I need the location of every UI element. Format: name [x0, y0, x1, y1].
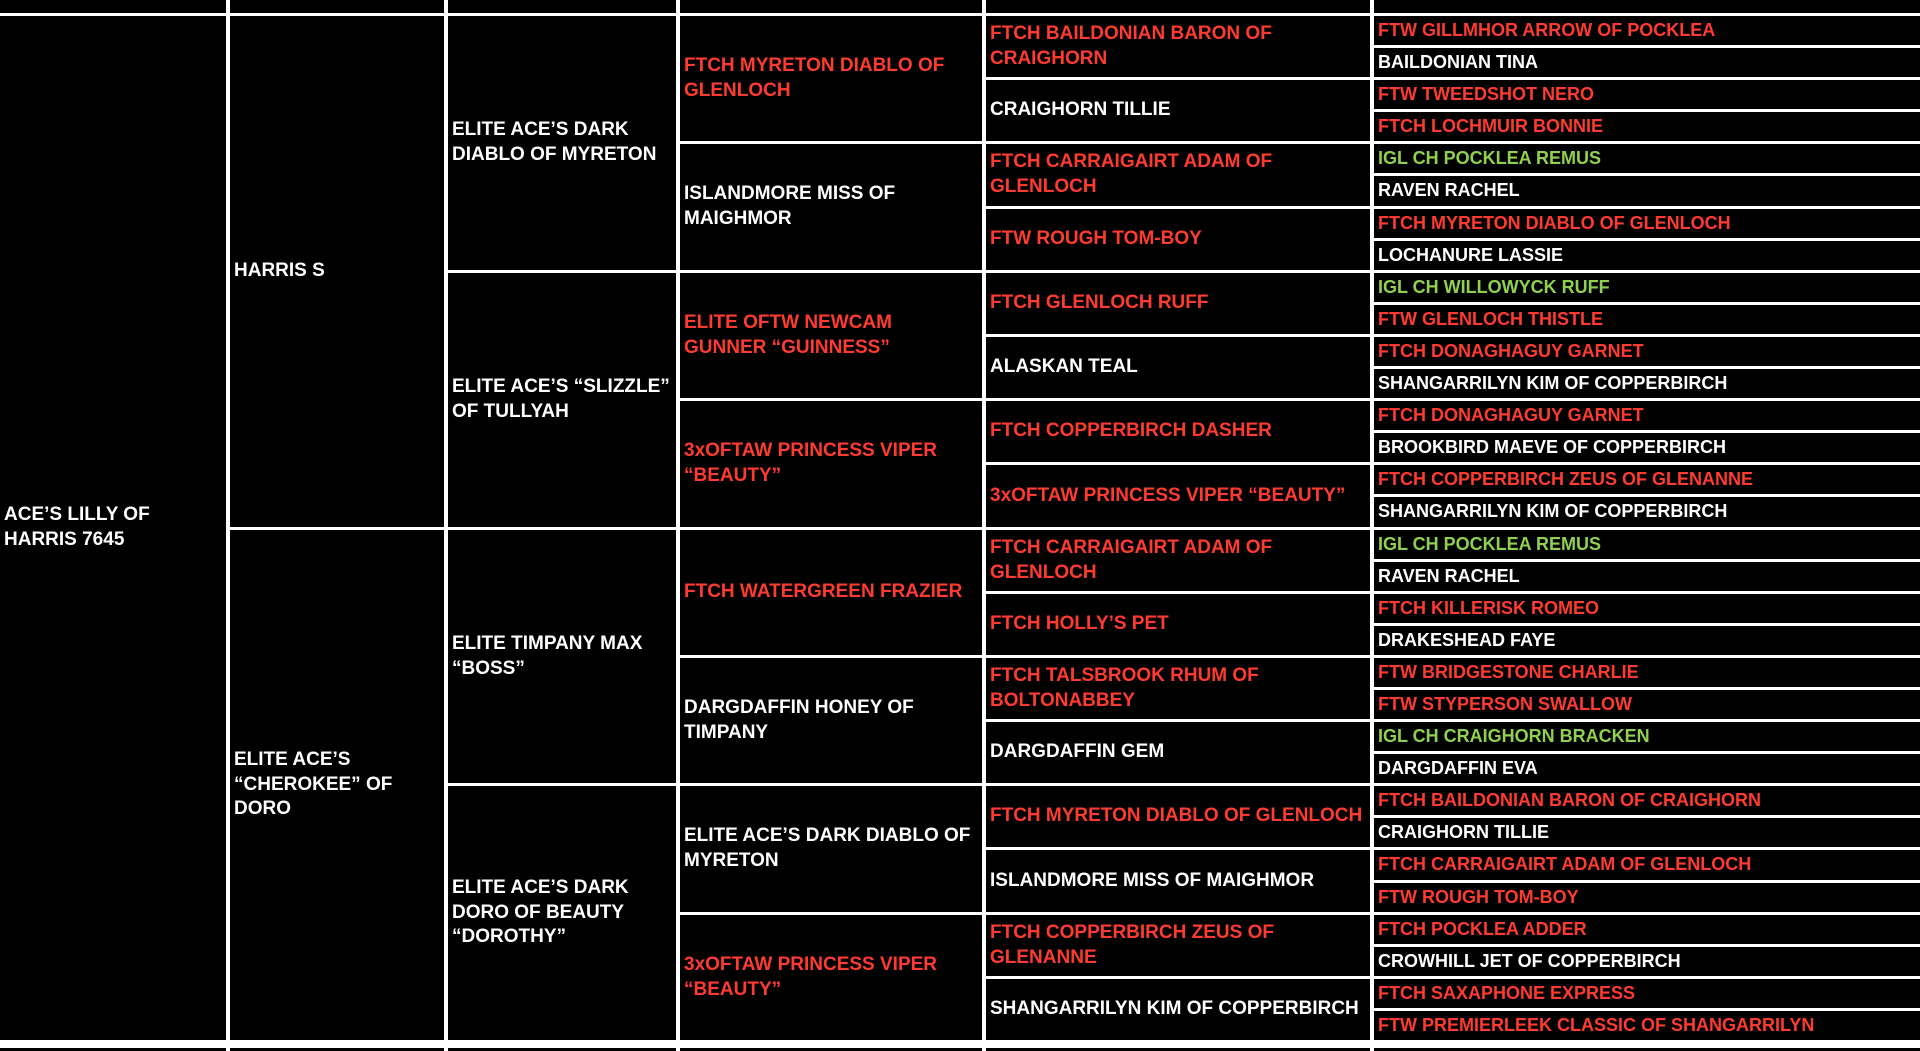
- gen4-ancestor-cell: [986, 850, 1370, 912]
- subject-cell: [0, 16, 226, 1040]
- gen4-ancestor-cell: [986, 209, 1370, 270]
- ancestor-name: FTCH TALSBROOK RHUM OF BOLTONABBEY: [990, 664, 1259, 711]
- ancestor-name: FTCH POCKLEA ADDER: [1378, 918, 1587, 939]
- great-grandparent-cell: [680, 401, 982, 527]
- grandparent-cell: [448, 16, 676, 270]
- gen4-ancestor-cell: [986, 465, 1370, 527]
- ancestor-name: DRAKESHEAD FAYE: [1378, 629, 1556, 650]
- ancestor-name: FTCH MYRETON DIABLO OF GLENLOCH: [1378, 212, 1731, 233]
- great-grandparent-cell: [680, 273, 982, 398]
- gen5-ancestor-cell: [1374, 915, 1920, 944]
- header-strip: [1374, 0, 1920, 13]
- header-strip: [986, 0, 1370, 13]
- ancestor-name: IGL CH CRAIGHORN BRACKEN: [1378, 725, 1650, 746]
- gen5-ancestor-cell: [1374, 80, 1920, 109]
- gen5-ancestor-cell: [1374, 465, 1920, 494]
- ancestor-name: SHANGARRILYN KIM OF COPPERBIRCH: [1378, 501, 1728, 522]
- ancestor-name: FTCH DONAGHAGUY GARNET: [1378, 340, 1644, 361]
- gen4-ancestor-cell: [986, 915, 1370, 976]
- gen5-ancestor-cell: [1374, 850, 1920, 880]
- ancestor-name: CROWHILL JET OF COPPERBIRCH: [1378, 950, 1681, 971]
- gen4-ancestor-cell: [986, 979, 1370, 1040]
- gen4-ancestor-cell: [986, 530, 1370, 591]
- gen5-ancestor-cell: [1374, 562, 1920, 591]
- ancestor-name: FTCH MYRETON DIABLO OF GLENLOCH: [990, 805, 1363, 827]
- gen5-ancestor-cell: [1374, 433, 1920, 462]
- great-grandparent-cell: [680, 530, 982, 655]
- ancestor-name: FTW GILLMHOR ARROW OF POCKLEA: [1378, 19, 1716, 40]
- ancestor-name: IGL CH POCKLEA REMUS: [1378, 533, 1602, 554]
- sire-dam-cell: [230, 530, 444, 1040]
- gen5-ancestor-cell: [1374, 530, 1920, 559]
- ancestor-name: FTCH SAXAPHONE EXPRESS: [1378, 982, 1636, 1003]
- great-grandparent-cell: [680, 786, 982, 912]
- ancestor-name: ELITE OFTW NEWCAM GUNNER “GUINNESS”: [684, 311, 892, 358]
- ancestor-name: FTCH GLENLOCH RUFF: [990, 292, 1209, 314]
- ancestor-name: FTW STYPERSON SWALLOW: [1378, 693, 1632, 714]
- gen5-ancestor-cell: [1374, 176, 1920, 206]
- gen5-ancestor-cell: [1374, 48, 1920, 77]
- ancestor-name: DARGDAFFIN GEM: [990, 741, 1165, 763]
- ancestor-name: DARGDAFFIN HONEY OF TIMPANY: [684, 696, 914, 743]
- ancestor-name: CRAIGHORN TILLIE: [1378, 821, 1549, 842]
- ancestor-name: BROOKBIRD MAEVE OF COPPERBIRCH: [1378, 436, 1727, 457]
- grandparent-cell: [448, 273, 676, 527]
- ancestor-name: FTCH BAILDONIAN BARON OF CRAIGHORN: [1378, 789, 1761, 810]
- ancestor-name: SHANGARRILYN KIM OF COPPERBIRCH: [990, 998, 1359, 1020]
- great-grandparent-cell: [680, 658, 982, 783]
- gen4-ancestor-cell: [986, 594, 1370, 655]
- ancestor-name: ISLANDMORE MISS OF MAIGHMOR: [684, 183, 896, 229]
- ancestor-name: ELITE ACE’S “SLIZZLE” OF TULLYAH: [452, 376, 670, 422]
- ancestor-name: BAILDONIAN TINA: [1378, 51, 1538, 72]
- ancestor-name: SHANGARRILYN KIM OF COPPERBIRCH: [1378, 372, 1728, 393]
- ancestor-name: FTW ROUGH TOM-BOY: [990, 228, 1202, 250]
- ancestor-name: 3xOFTAW PRINCESS VIPER “BEAUTY”: [684, 953, 938, 1000]
- gen4-ancestor-cell: [986, 80, 1370, 141]
- gen5-ancestor-cell: [1374, 337, 1920, 366]
- ancestor-name: HARRIS S: [234, 260, 325, 282]
- ancestor-name: FTCH KILLERISK ROMEO: [1378, 597, 1599, 618]
- gen5-ancestor-cell: [1374, 1011, 1920, 1040]
- gen4-ancestor-cell: [986, 786, 1370, 847]
- grandparent-cell: [448, 786, 676, 1040]
- ancestor-name: FTCH DONAGHAGUY GARNET: [1378, 404, 1644, 425]
- gen5-ancestor-cell: [1374, 658, 1920, 687]
- grandparent-cell: [448, 530, 676, 783]
- gen4-ancestor-cell: [986, 722, 1370, 783]
- ancestor-name: ELITE TIMPANY MAX “BOSS”: [452, 632, 643, 679]
- gen5-ancestor-cell: [1374, 273, 1920, 302]
- ancestor-name: ELITE ACE’S DARK DIABLO OF MYRETON: [452, 119, 657, 165]
- ancestor-name: LOCHANURE LASSIE: [1378, 244, 1564, 265]
- great-grandparent-cell: [680, 16, 982, 141]
- ancestor-name: 3xOFTAW PRINCESS VIPER “BEAUTY”: [990, 484, 1346, 506]
- sire-dam-cell: [230, 16, 444, 527]
- ancestor-name: ALASKAN TEAL: [990, 356, 1138, 378]
- gen5-ancestor-cell: [1374, 883, 1920, 912]
- ancestor-name: FTCH BAILDONIAN BARON OF CRAIGHORN: [990, 22, 1272, 69]
- gen5-ancestor-cell: [1374, 241, 1920, 270]
- ancestor-name: IGL CH WILLOWYCK RUFF: [1378, 276, 1610, 297]
- ancestor-name: FTCH WATERGREEN FRAZIER: [684, 581, 963, 603]
- ancestor-name: IGL CH POCKLEA REMUS: [1378, 147, 1602, 168]
- ancestor-name: DARGDAFFIN EVA: [1378, 757, 1538, 778]
- ancestor-name: CRAIGHORN TILLIE: [990, 99, 1171, 121]
- gen5-ancestor-cell: [1374, 144, 1920, 173]
- gen5-ancestor-cell: [1374, 401, 1920, 430]
- ancestor-name: FTW ROUGH TOM-BOY: [1378, 886, 1579, 907]
- ancestor-name: ELITE ACE’S DARK DORO OF BEAUTY “DOROTHY”: [452, 876, 629, 948]
- ancestor-name: FTCH MYRETON DIABLO OF GLENLOCH: [684, 54, 945, 101]
- ancestor-name: FTW TWEEDSHOT NERO: [1378, 83, 1594, 104]
- ancestor-name: RAVEN RACHEL: [1378, 565, 1520, 586]
- gen5-ancestor-cell: [1374, 209, 1920, 238]
- gen5-ancestor-cell: [1374, 786, 1920, 815]
- ancestor-name: FTW BRIDGESTONE CHARLIE: [1378, 661, 1639, 682]
- gen5-ancestor-cell: [1374, 16, 1920, 45]
- gen4-ancestor-cell: [986, 337, 1370, 398]
- ancestor-name: ISLANDMORE MISS OF MAIGHMOR: [990, 869, 1315, 891]
- gen4-ancestor-cell: [986, 144, 1370, 206]
- ancestor-name: FTCH LOCHMUIR BONNIE: [1378, 115, 1603, 136]
- gen5-ancestor-cell: [1374, 947, 1920, 976]
- gen4-ancestor-cell: [986, 16, 1370, 77]
- ancestor-name: 3xOFTAW PRINCESS VIPER “BEAUTY”: [684, 440, 938, 486]
- gen5-ancestor-cell: [1374, 497, 1920, 527]
- ancestor-name: FTCH CARRAIGAIRT ADAM OF GLENLOCH: [1378, 854, 1752, 875]
- gen4-ancestor-cell: [986, 273, 1370, 334]
- ancestor-name: FTCH CARRAIGAIRT ADAM OF GLENLOCH: [990, 536, 1273, 583]
- great-grandparent-cell: [680, 915, 982, 1040]
- gen5-ancestor-cell: [1374, 722, 1920, 751]
- gen4-ancestor-cell: [986, 658, 1370, 719]
- ancestor-name: FTW PREMIERLEEK CLASSIC OF SHANGARRILYN: [1378, 1014, 1815, 1035]
- header-strip: [448, 0, 676, 13]
- ancestor-name: FTW GLENLOCH THISTLE: [1378, 308, 1603, 329]
- ancestor-name: FTCH HOLLY’S PET: [990, 613, 1169, 635]
- ancestor-name: ELITE ACE’S “CHEROKEE” OF DORO: [234, 748, 393, 820]
- gen5-ancestor-cell: [1374, 979, 1920, 1008]
- gen5-ancestor-cell: [1374, 112, 1920, 141]
- gen5-ancestor-cell: [1374, 626, 1920, 655]
- great-grandparent-cell: [680, 144, 982, 270]
- header-strip: [0, 0, 226, 13]
- ancestor-name: FTCH COPPERBIRCH DASHER: [990, 420, 1272, 442]
- gen5-ancestor-cell: [1374, 594, 1920, 623]
- ancestor-name: FTCH COPPERBIRCH ZEUS OF GLENANNE: [990, 921, 1274, 968]
- header-strip: [680, 0, 982, 13]
- ancestor-name: FTCH CARRAIGAIRT ADAM OF GLENLOCH: [990, 151, 1273, 197]
- gen5-ancestor-cell: [1374, 690, 1920, 719]
- gen5-ancestor-cell: [1374, 818, 1920, 847]
- gen4-ancestor-cell: [986, 401, 1370, 462]
- gen5-ancestor-cell: [1374, 754, 1920, 783]
- gen5-ancestor-cell: [1374, 305, 1920, 334]
- ancestor-name: FTCH COPPERBIRCH ZEUS OF GLENANNE: [1378, 468, 1754, 489]
- ancestor-name: RAVEN RACHEL: [1378, 180, 1520, 201]
- gen5-ancestor-cell: [1374, 369, 1920, 398]
- header-strip: [230, 0, 444, 13]
- ancestor-name: ELITE ACE’S DARK DIABLO OF MYRETON: [684, 825, 971, 871]
- ancestor-name: ACE’S LILLY OF HARRIS 7645: [4, 504, 150, 550]
